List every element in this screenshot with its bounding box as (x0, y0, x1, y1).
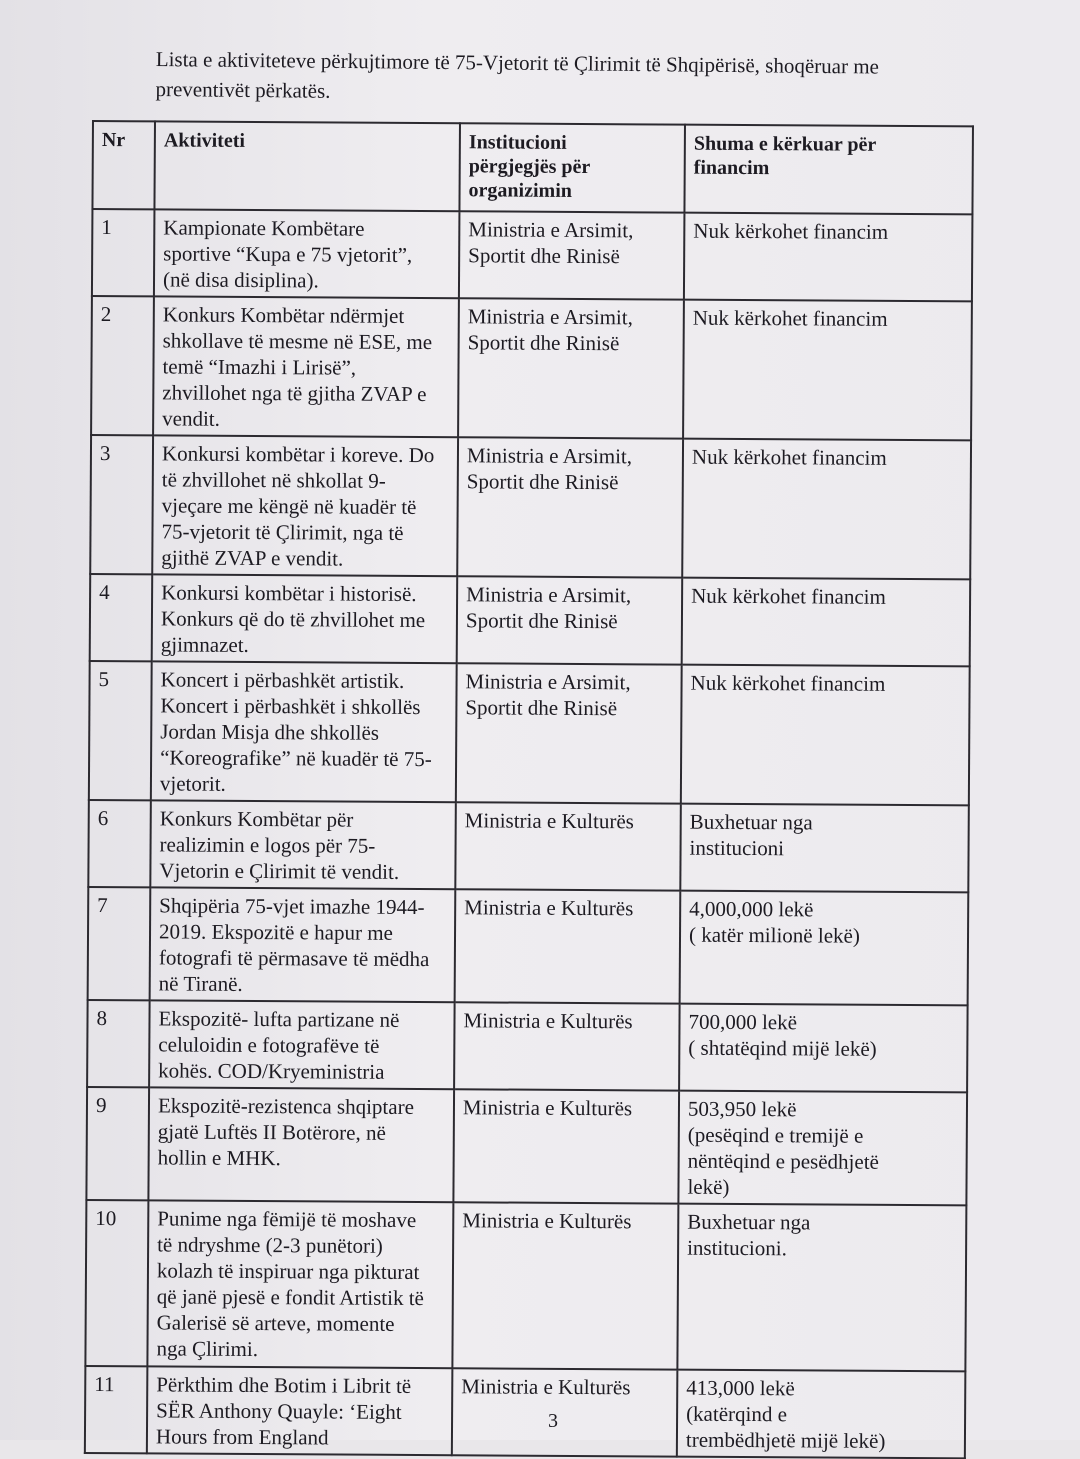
table-row (88, 800, 969, 892)
table-row (85, 1366, 966, 1458)
row-institution: Ministria e Arsimit, Sportit dhe Rinisë (457, 576, 683, 664)
table-row (92, 209, 973, 301)
intro-paragraph: Lista e aktiviteteve përkujtimore të 75-Vjetorit të Çlirimit të Shqipërisë, shoqëruar me preventivët përkatës. (155, 46, 880, 103)
header-nr: Nr (92, 121, 155, 209)
header-institution: Institucioni përgjegjës për organizimin (459, 123, 685, 212)
table-row (86, 1087, 967, 1205)
row-institution: Ministria e Kulturës (454, 1002, 680, 1090)
row-number: 2 (91, 296, 154, 435)
row-activity: Përkthim dhe Botim i Librit të SËR Anthony Quayle: ‘Eight Hours from England (147, 1366, 453, 1455)
row-amount: 413,000 lekë (katërqind e trembëdhjetë mijë lekë) (677, 1370, 966, 1459)
table-row (85, 1200, 966, 1371)
table-row (89, 661, 970, 805)
row-amount: Nuk kërkohet financim (681, 665, 970, 806)
activities-table (84, 120, 974, 1459)
table-row (87, 1000, 968, 1092)
row-institution: Ministria e Arsimit, Sportit dhe Rinisë (459, 211, 685, 299)
row-activity: Punime nga fëmijë të moshave të ndryshme (2-3 punëtori) kolazh të inspiruar nga pikturat që janë pjesë e fondit Artistik të Galerisë së arteve, momente nga Çlirimi. (147, 1200, 453, 1368)
header-activity: Aktiviteti (154, 121, 460, 211)
row-institution: Ministria e Kulturës (453, 1089, 679, 1203)
row-activity: Kampionate Kombëtare sportive “Kupa e 75 vjetorit”, (në disa disiplina). (154, 209, 460, 298)
row-amount: Nuk kërkohet financim (682, 578, 971, 667)
table-header-row (92, 121, 973, 214)
row-number: 7 (88, 887, 151, 1000)
row-activity: Koncert i përbashkët artistik. Koncert i përbashkët i shkollës Jordan Misja dhe shkollës “Koreografike” në kuadër të 75- vjetorit. (151, 661, 457, 802)
row-number: 4 (90, 574, 153, 661)
row-number: 9 (86, 1087, 149, 1200)
row-number: 6 (88, 800, 151, 887)
row-activity: Shqipëria 75-vjet imazhe 1944- 2019. Ekspozitë e hapur me fotografi të përmasave të mëdha në Tiranë. (150, 887, 456, 1002)
row-institution: Ministria e Kulturës (452, 1202, 678, 1369)
row-activity: Konkursi kombëtar i koreve. Do të zhvillohet në shkollat 9- vjeçare me këngë në kuadër të 75-vjetorit të Çlirimit, nga të gjithë ZVAP e vendit. (152, 435, 458, 576)
row-number: 1 (92, 209, 155, 296)
row-institution: Ministria e Arsimit, Sportit dhe Rinisë (456, 663, 682, 803)
row-institution: Ministria e Kulturës (452, 1368, 678, 1456)
row-amount: Nuk kërkohet financim (682, 439, 971, 580)
row-number: 8 (87, 1000, 150, 1087)
row-amount: 503,950 lekë (pesëqind e tremijë e nëntëqind e pesëdhjetë lekë) (678, 1091, 967, 1206)
table-row (88, 887, 969, 1005)
row-number: 10 (85, 1200, 148, 1366)
row-activity: Konkursi kombëtar i historisë. Konkurs që do të zhvillohet me gjimnazet. (152, 574, 458, 663)
table-row (90, 574, 971, 666)
header-amount: Shuma e kërkuar për financim (684, 125, 973, 215)
row-number: 3 (90, 435, 153, 574)
row-activity: Konkurs Kombëtar ndërmjet shkollave të mesme në ESE, me temë “Imazhi i Lirisë”, zhvillohet nga të gjitha ZVAP e vendit. (153, 296, 459, 437)
row-amount: 700,000 lekë ( shtatëqind mijë lekë) (679, 1004, 968, 1093)
row-amount: Buxhetuar nga institucioni (680, 804, 969, 893)
row-institution: Ministria e Kulturës (455, 802, 681, 890)
row-amount: Buxhetuar nga institucioni. (677, 1204, 966, 1372)
row-amount: Nuk kërkohet financim (683, 300, 972, 441)
row-number: 5 (89, 661, 152, 800)
row-amount: 4,000,000 lekë ( katër milionë lekë) (680, 891, 969, 1006)
table-row (91, 296, 972, 440)
table-row (90, 435, 971, 579)
row-number: 11 (85, 1366, 148, 1453)
row-institution: Ministria e Arsimit, Sportit dhe Rinisë (457, 437, 683, 577)
row-amount: Nuk kërkohet financim (684, 213, 973, 302)
row-activity: Ekspozitë- lufta partizane në celuloidin e fotografëve të kohës. COD/Kryeministria (149, 1000, 455, 1089)
row-institution: Ministria e Kulturës (455, 889, 681, 1003)
row-institution: Ministria e Arsimit, Sportit dhe Rinisë (458, 298, 684, 438)
row-activity: Konkurs Kombëtar për realizimin e logos për 75- Vjetorin e Çlirimit të vendit. (150, 800, 456, 889)
page-number: 3 (548, 1410, 558, 1432)
row-activity: Ekspozitë-rezistenca shqiptare gjatë Luftës II Botërore, në hollin e MHK. (148, 1087, 454, 1202)
